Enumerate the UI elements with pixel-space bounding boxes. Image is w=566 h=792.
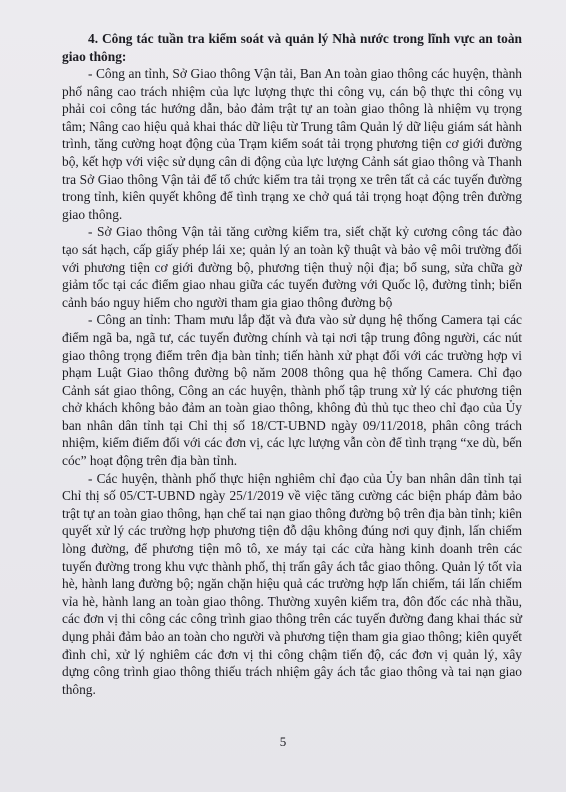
- paragraph-police-transport-safety: - Công an tỉnh, Sở Giao thông Vận tải, Ban An toàn giao thông các huyện, thành phố nâng cao trách nhiệm của lực lượng thực thi công vụ, cán bộ thực thi công vụ phải coi công tác hướng dẫn, bảo đảm trật tự an toàn giao thông là nhiệm vụ trọng tâm; Nâng cao hiệu quả khai thác dữ liệu từ Trung tâm Quản lý dữ liệu giám sát hành trình, tăng cường hoạt động của Trạm kiểm soát tải trọng phương tiện cơ giới đường bộ, kết hợp với việc sử dụng cân di động của lực lượng Cảnh sát giao thông và Thanh tra Sở Giao thông Vận tải để tổ chức kiểm tra tải trọng xe trên tất cả các tuyến đường trong tỉnh, kiên quyết không để tình trạng xe chở quá tải trọng hoạt động trên đường giao thông.: [62, 66, 522, 222]
- paragraph-districts-city: - Các huyện, thành phố thực hiện nghiêm chỉ đạo của Ủy ban nhân dân tỉnh tại Chỉ thị số 05/CT-UBND ngày 25/1/2019 về việc tăng cường các biện pháp đảm bảo trật tự an toàn giao thông, hạn chế tai nạn giao thông đường bộ trên địa bàn tỉnh; kiên quyết xử lý các trường hợp phương tiện đỗ dậu không đúng nơi quy định, lấn chiếm lòng đường, để phương tiện mô tô, xe máy tại các cửa hàng kinh doanh trên các tuyến đường trong khu vực thành phố, thị trấn gây ách tắc giao thông. Quản lý tốt vỉa hè, hành lang đường bộ; ngăn chặn hiệu quả các trường hợp lấn chiếm, tái lấn chiếm vỉa hè, hành lang an toàn giao thông. Thường xuyên kiểm tra, đôn đốc các nhà thầu, các đơn vị thi công các công trình giao thông trên các tuyến đường đang khai thác sử dụng phải đảm bảo an toàn cho người và phương tiện tham gia giao thông; kiên quyết đình chỉ, xử lý nghiêm các đơn vị thi công chậm tiến độ, các đơn vị quản lý, xây dựng công trình giao thông thiếu trách nhiệm gây ách tắc giao thông và tai nạn giao thông.: [62, 470, 522, 697]
- page-number: 5: [279, 734, 287, 749]
- section-heading: 4. Công tác tuần tra kiểm soát và quản lý Nhà nước trong lĩnh vực an toàn giao thông:: [62, 31, 522, 64]
- paragraph-provincial-police-camera: - Công an tỉnh: Tham mưu lắp đặt và đưa vào sử dụng hệ thống Camera tại các điểm ngã ba, ngã tư, các tuyến đường chính và tại nơi tập trung đông người, các nút giao thông trọng điểm trên địa bàn tỉnh; tiến hành xử phạt đối với các trường hợp vi phạm Luật Giao thông đường bộ năm 2008 thông qua hệ thống Camera. Chỉ đạo Cảnh sát giao thông, Công an các huyện, thành phố tập trung xử lý các phương tiện chở khách không bảo đảm an toàn giao thông, không đủ thủ tục theo chỉ đạo của Ủy ban nhân dân tỉnh tại Chỉ thị số 18/CT-UBND ngày 09/11/2018, phân công trách nhiệm, kiểm điểm đối với các đơn vị, các lực lượng vẫn còn để tình trạng “xe dù, bến cóc” hoạt động trên địa bàn tỉnh.: [62, 312, 522, 469]
- paragraph-department-of-transport: - Sở Giao thông Vận tải tăng cường kiểm tra, siết chặt kỷ cương công tác đào tạo sát hạch, cấp giấy phép lái xe; quản lý an toàn kỹ thuật và bảo vệ môi trường đối với phương tiện cơ giới đường bộ, phương tiện thuỷ nội địa; bổ sung, sửa chữa gờ giảm tốc tại các điểm giao nhau giữa các tuyến đường với Quốc lộ, đường tỉnh; biển cảnh báo nguy hiểm cho người tham gia giao thông đường bộ: [62, 224, 522, 310]
